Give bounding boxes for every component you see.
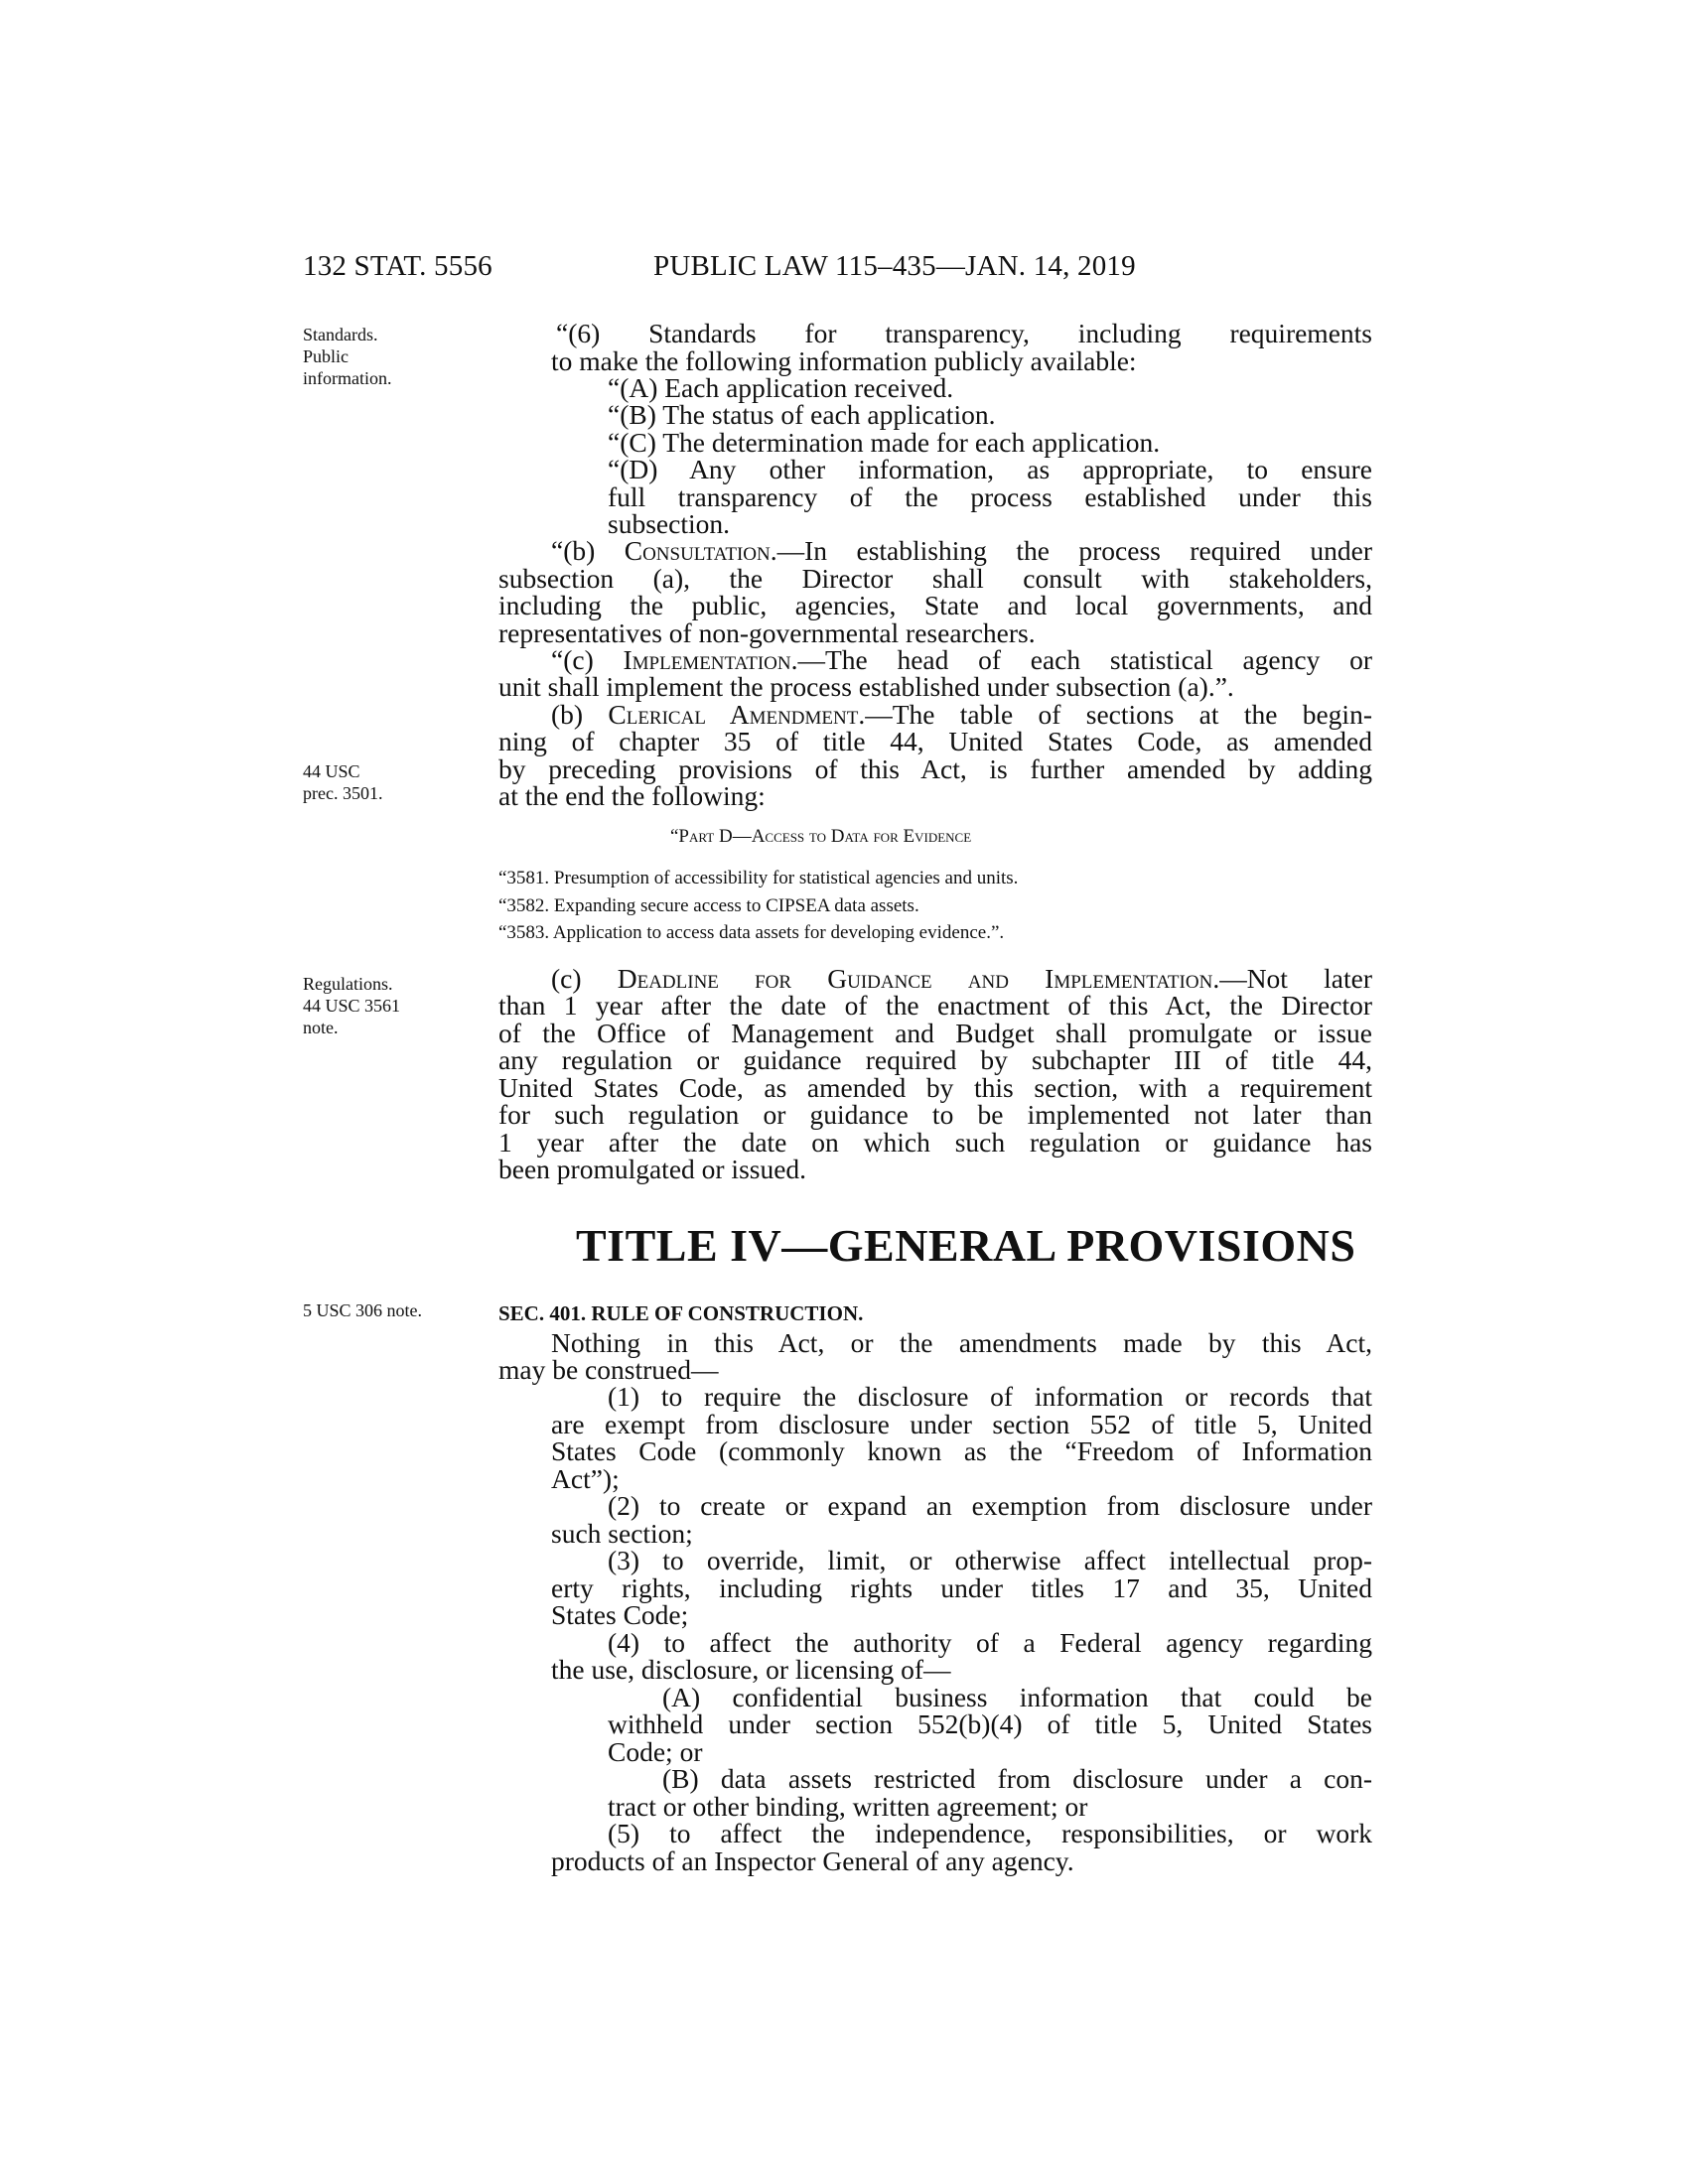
body-line: United States Code, as amended by this section, with a requirement [498, 1072, 1372, 1103]
body-line: been promulgated or issued. [498, 1154, 807, 1184]
margin-note-regulations [303, 973, 452, 1038]
body-line: unit shall implement the process established under subsection (a).”. [498, 671, 1234, 702]
body-line: at the end the following: [498, 780, 766, 811]
margin-note-standards [303, 324, 452, 389]
section-heading: SEC. 401. RULE OF CONSTRUCTION. [498, 1301, 864, 1325]
body-line: may be construed— [498, 1354, 719, 1385]
body-line: (1) to require the disclosure of information or records that [608, 1381, 1372, 1412]
body-line: “(6) Standards for transparency, including requirements [556, 318, 1372, 348]
body-line: subsection (a), the Director shall consult with stakeholders, [498, 563, 1372, 594]
part-heading: “Part D—Access to Data for Evidence [670, 826, 972, 847]
body-line: for such regulation or guidance to be implemented not later than [498, 1099, 1372, 1130]
body-line: products of an Inspector General of any agency. [551, 1845, 1074, 1876]
body-line: withheld under section 552(b)(4) of title 5, United States [608, 1708, 1372, 1739]
body-line: to make the following information publicly available: [551, 345, 1137, 376]
margin-note-line: Standards. [303, 325, 378, 344]
body-line: “(D) Any other information, as appropriate, to ensure [608, 454, 1372, 484]
text-fragment: .—In establishing the process required under [770, 535, 1372, 566]
body-line: erty rights, including rights under titles 17 and 35, United [551, 1572, 1372, 1603]
toc-entry: “3583. Application to access data assets for developing evidence.”. [498, 922, 1005, 943]
body-line: the use, disclosure, or licensing of— [551, 1654, 951, 1685]
body-line-deadline [551, 965, 1372, 993]
body-line: (4) to affect the authority of a Federal agency regarding [608, 1627, 1372, 1658]
body-line: (B) data assets restricted from disclosure under a con- [662, 1763, 1372, 1794]
margin-note-line: note. [303, 1018, 339, 1037]
subsection-heading: Implementation [623, 644, 791, 675]
body-line: States Code; [551, 1599, 689, 1630]
body-line: by preceding provisions of this Act, is further amended by adding [498, 753, 1372, 784]
body-line: “(B) The status of each application. [608, 399, 996, 430]
body-line: “(A) Each application received. [608, 372, 954, 403]
body-line: (3) to override, limit, or otherwise affect intellectual prop- [608, 1545, 1372, 1575]
body-line: (5) to affect the independence, responsibilities, or work [608, 1818, 1372, 1848]
text-fragment: “(b) [551, 535, 625, 566]
body-line: than 1 year after the date of the enactment of this Act, the Director [498, 990, 1372, 1021]
body-line: tract or other binding, written agreement; or [608, 1791, 1088, 1822]
body-line: are exempt from disclosure under section 552 of title 5, United [551, 1409, 1372, 1439]
margin-note-line: Public [303, 346, 350, 366]
body-line: 1 year after the date on which such regulation or guidance has [498, 1127, 1372, 1158]
margin-note-usc-prec [303, 760, 452, 804]
margin-note-line: prec. 3501. [303, 783, 383, 803]
body-line-clerical [551, 701, 1372, 729]
page-stat-number: 132 STAT. 5556 [303, 250, 492, 282]
body-line: “(C) The determination made for each application. [608, 427, 1161, 458]
text-fragment: .—Not later [1212, 963, 1372, 994]
body-line: ning of chapter 35 of title 44, United States Code, as amended [498, 726, 1372, 756]
subsection-heading: Deadline for Guidance and Implementation [617, 963, 1213, 994]
body-line: any regulation or guidance required by subchapter III of title 44, [498, 1044, 1372, 1075]
text-fragment: “(c) [551, 644, 624, 675]
body-line: States Code (commonly known as the “Freedom of Information [551, 1435, 1372, 1466]
body-line: representatives of non-governmental researchers. [498, 617, 1036, 648]
body-line: Act”); [551, 1463, 620, 1494]
body-line: Code; or [608, 1736, 703, 1767]
toc-entry: “3581. Presumption of accessibility for statistical agencies and units. [498, 868, 1019, 888]
margin-note-usc-306 [303, 1299, 452, 1321]
body-line: including the public, agencies, State and local governments, and [498, 590, 1372, 620]
toc-entry: “3582. Expanding secure access to CIPSEA data assets. [498, 895, 919, 916]
margin-note-line: information. [303, 368, 392, 388]
body-line: Nothing in this Act, or the amendments made by this Act, [551, 1327, 1372, 1358]
text-fragment: .—The head of each statistical agency or [790, 644, 1372, 675]
body-line: of the Office of Management and Budget shall promulgate or issue [498, 1018, 1372, 1048]
subsection-heading: Consultation [624, 535, 771, 566]
title-heading: TITLE IV—GENERAL PROVISIONS [576, 1220, 1356, 1271]
body-line: subsection. [608, 508, 730, 539]
text-fragment: (b) [551, 699, 609, 730]
text-fragment: (c) [551, 963, 618, 994]
margin-note-line: 44 USC 3561 [303, 996, 401, 1016]
margin-note-line: Regulations. [303, 974, 393, 994]
subsection-heading: Clerical Amendment [608, 699, 859, 730]
body-line-consultation [551, 537, 1372, 565]
body-line: (A) confidential business information that could be [662, 1682, 1372, 1712]
margin-note-line: 44 USC [303, 761, 360, 781]
text-fragment: .—The table of sections at the begin- [858, 699, 1372, 730]
body-line: full transparency of the process established under this [608, 481, 1372, 512]
margin-note-line: 5 USC 306 note. [303, 1300, 423, 1320]
body-line-implementation [551, 646, 1372, 674]
body-line: (2) to create or expand an exemption from disclosure under [608, 1490, 1372, 1521]
page-running-title: PUBLIC LAW 115–435—JAN. 14, 2019 [653, 250, 1136, 282]
body-line: such section; [551, 1518, 693, 1549]
